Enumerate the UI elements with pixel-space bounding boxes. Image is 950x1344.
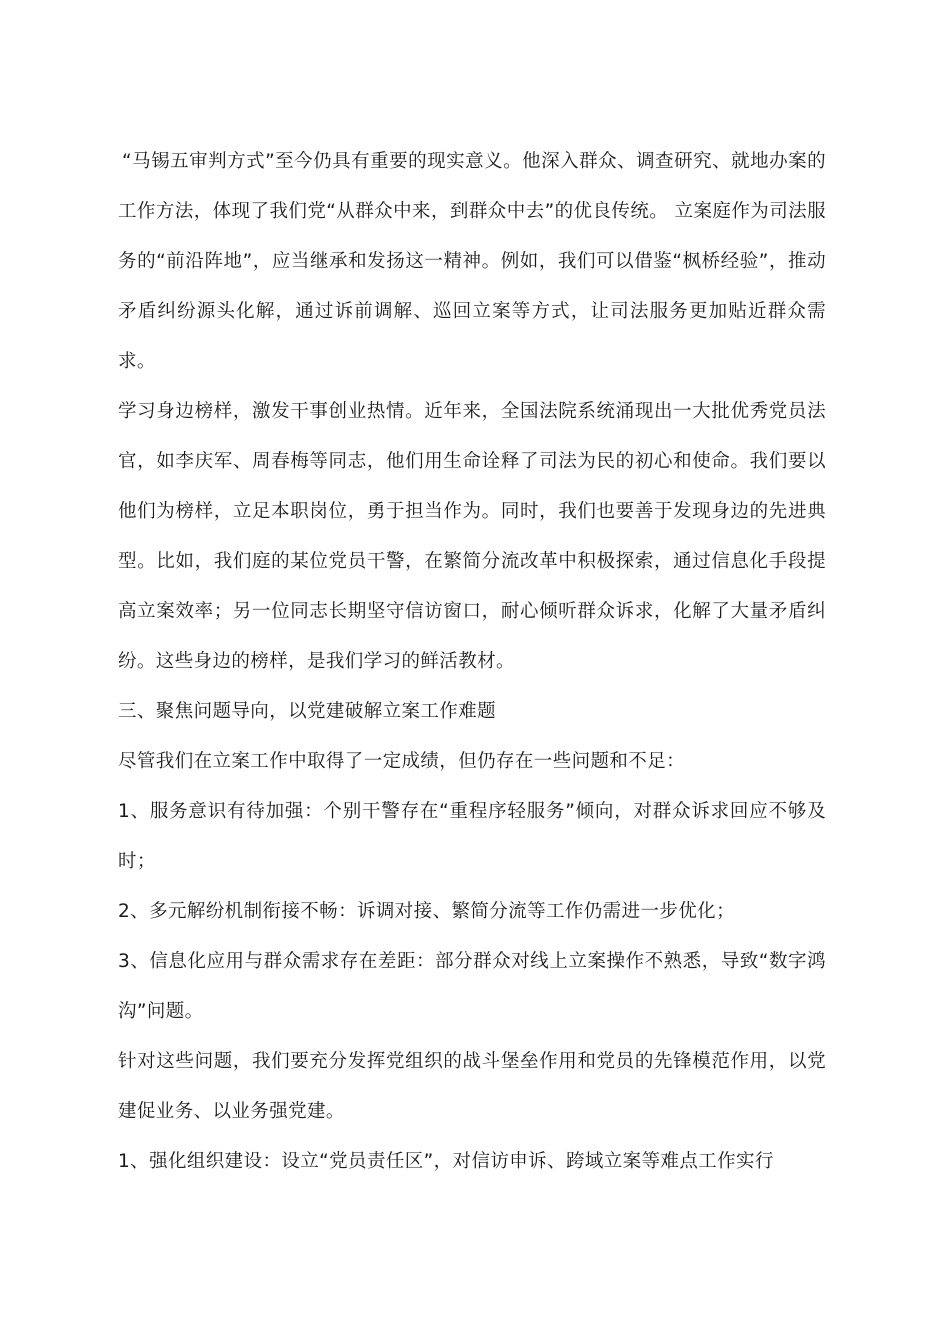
paragraph-problems-intro: 尽管我们在立案工作中取得了一定成绩，但仍存在一些问题和不足： bbox=[118, 751, 686, 772]
solution-item-1: 1、强化组织建设：设立“党员责任区”，对信访申诉、跨域立案等难点工作实行 bbox=[118, 1151, 774, 1172]
problem-item-3: 3、信息化应用与群众需求存在差距：部分群众对线上立案操作不熟悉，导致“数字鸿沟”问题。 bbox=[118, 951, 826, 1022]
document-body bbox=[118, 137, 826, 1187]
paragraph-role-models: 学习身边榜样，激发干事创业热情。近年来，全国法院系统涌现出一大批优秀党员法官，如李庆军、周春梅等同志，他们用生命诠释了司法为民的初心和使命。我们要以他们为榜样，立足本职岗位，勇于担当作为。同时，我们也要善于发现身边的先进典型。比如，我们庭的某位党员干警，在繁简分流改革中积极探索，通过信息化手段提高立案效率；另一位同志长期坚守信访窗口，耐心倾听群众诉求，化解了大量矛盾纠纷。这些身边的榜样，是我们学习的鲜活教材。 bbox=[118, 401, 826, 672]
paragraph-mxw-method: “马锡五审判方式”至今仍具有重要的现实意义。他深入群众、调查研究、就地办案的工作方法，体现了我们党“从群众中来，到群众中去”的优良传统。 立案庭作为司法服务的“前沿阵地”，应当继承和发扬这一精神。例如，我们可以借鉴“枫桥经验”，推动矛盾纠纷源头化解，通过诉前调解、巡回立案等方式，让司法服务更加贴近群众需求。 bbox=[118, 151, 826, 372]
problem-item-1: 1、服务意识有待加强：个别干警存在“重程序轻服务”倾向，对群众诉求回应不够及时； bbox=[118, 801, 826, 872]
problem-item-2: 2、多元解纷机制衔接不畅：诉调对接、繁简分流等工作仍需进一步优化； bbox=[118, 901, 735, 922]
paragraph-solutions-intro: 针对这些问题，我们要充分发挥党组织的战斗堡垒作用和党员的先锋模范作用，以党建促业务、以业务强党建。 bbox=[118, 1051, 826, 1122]
section-heading-3: 三、聚焦问题导向，以党建破解立案工作难题 bbox=[118, 701, 497, 722]
